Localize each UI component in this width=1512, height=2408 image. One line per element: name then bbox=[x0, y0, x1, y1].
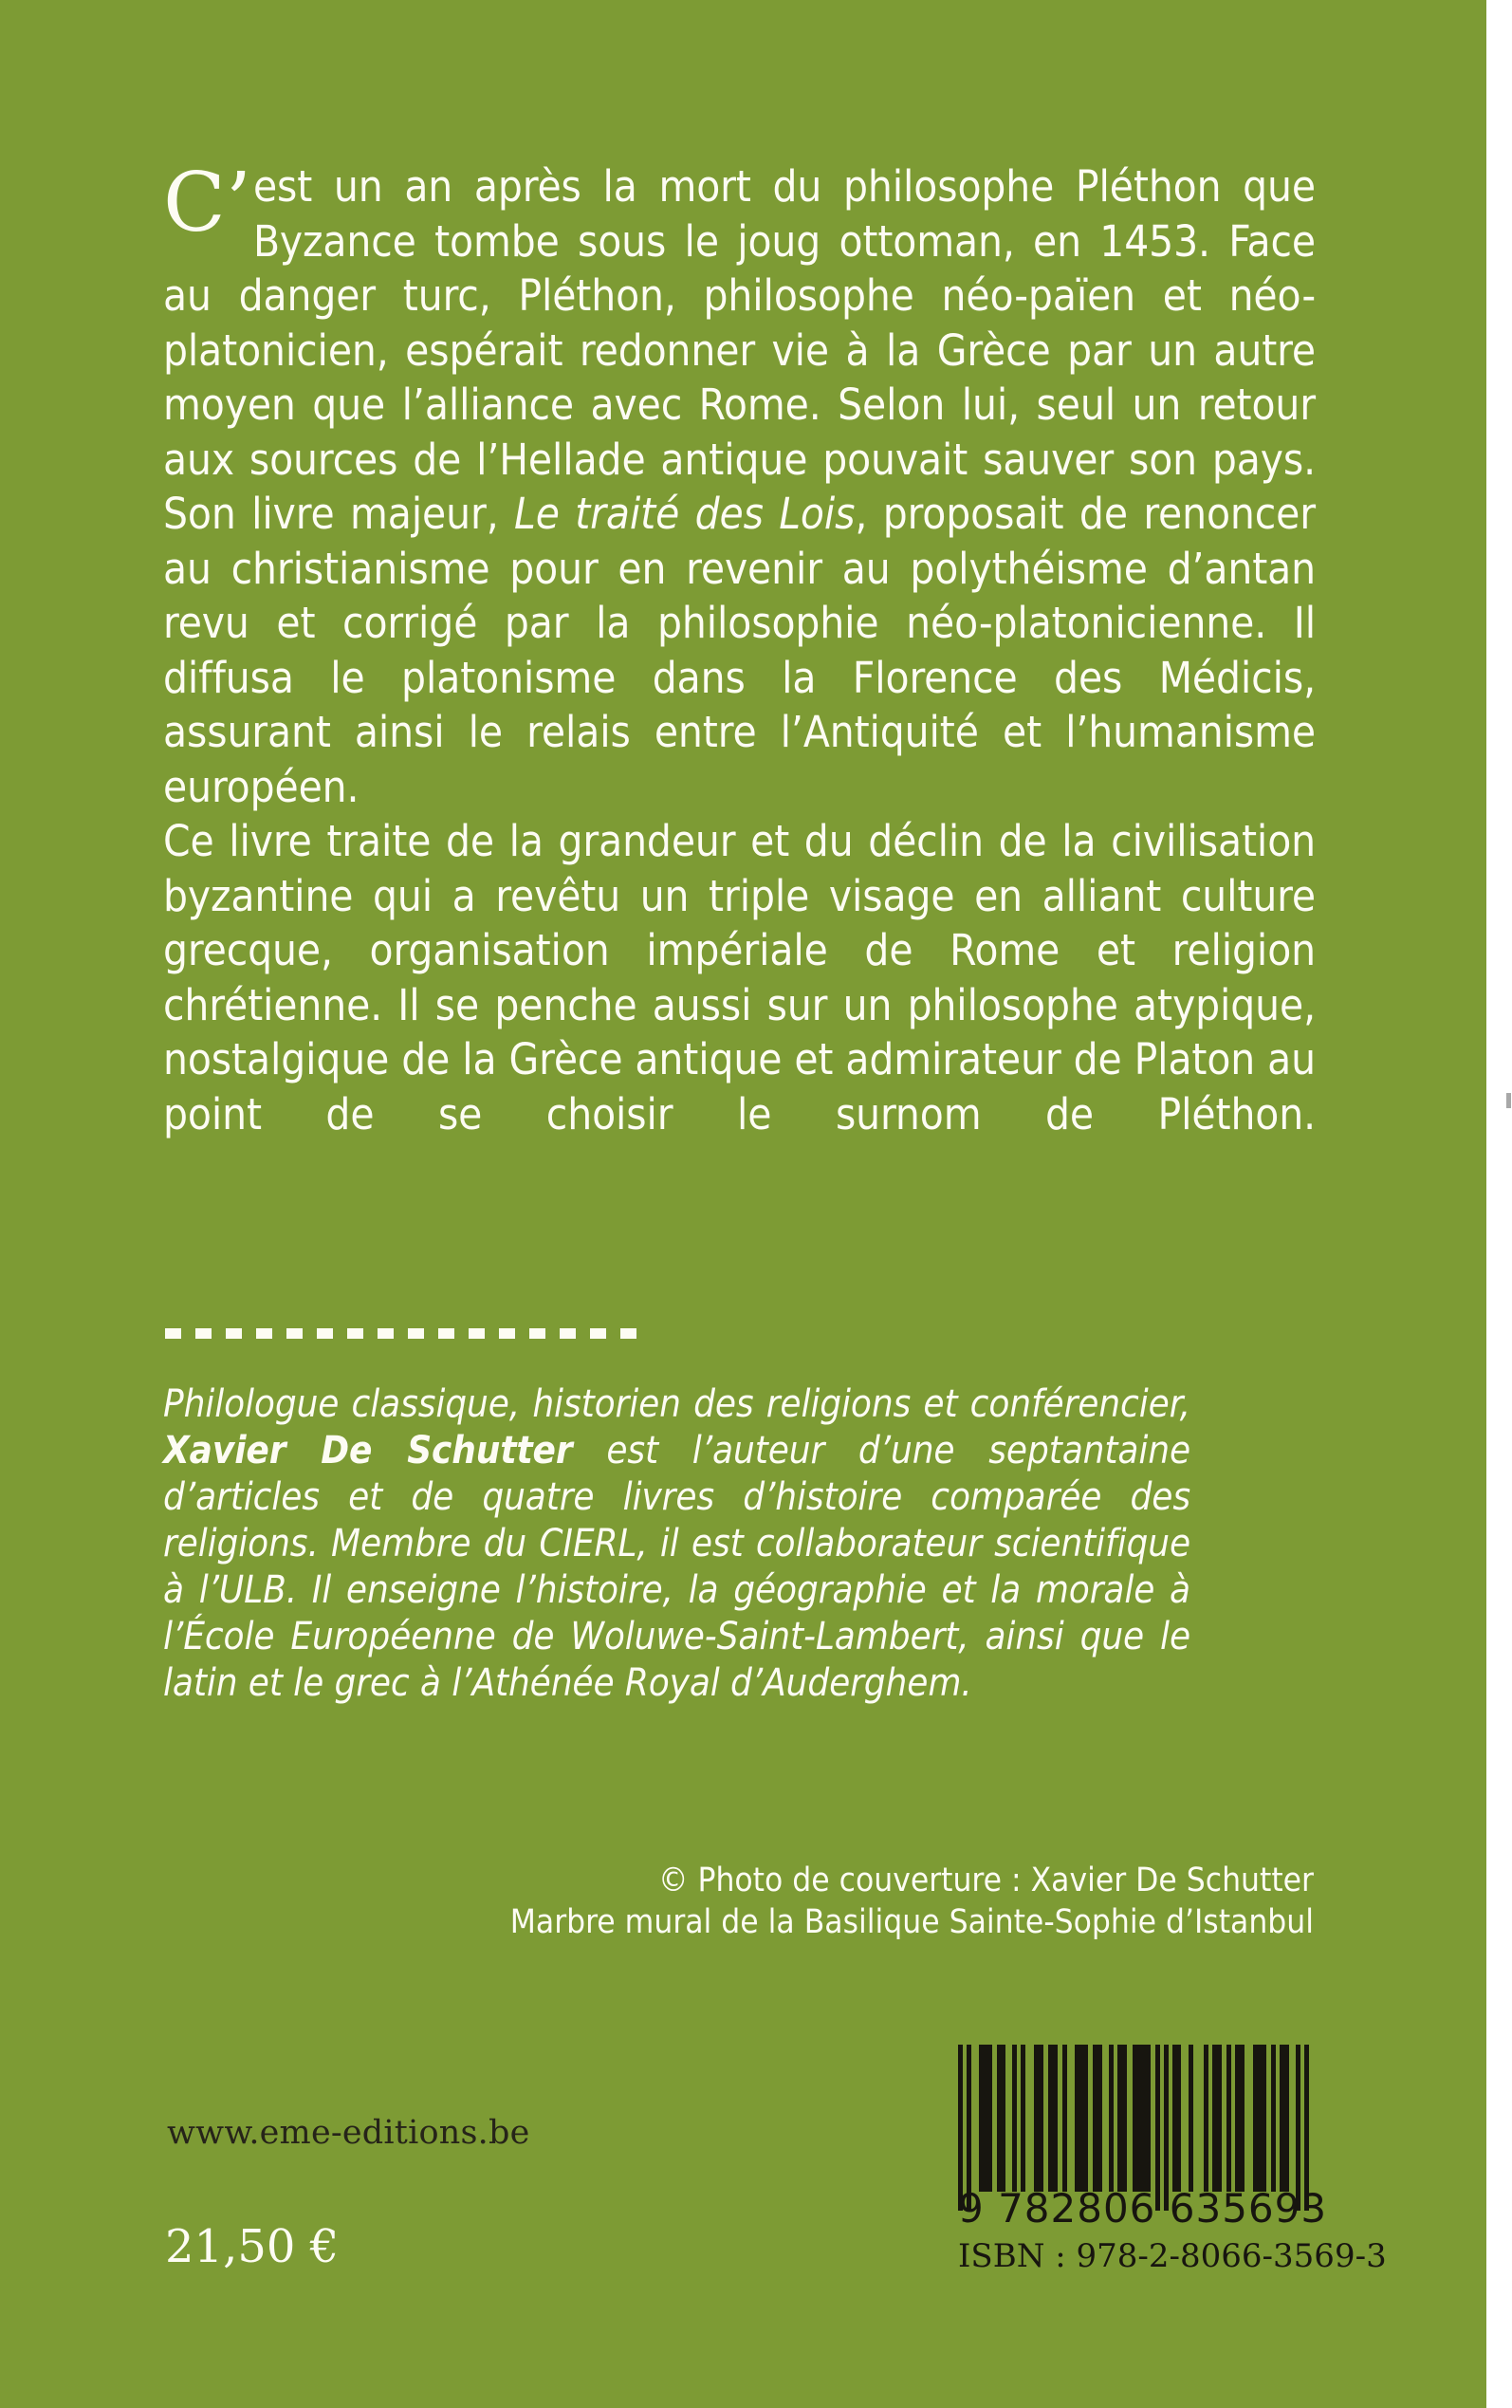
barcode-bar bbox=[1271, 2045, 1276, 2192]
barcode-bar bbox=[1048, 2045, 1058, 2192]
author-bio-block bbox=[163, 1381, 1190, 1707]
barcode-bar bbox=[1062, 2045, 1067, 2192]
divider-dash bbox=[195, 1328, 212, 1339]
divider-dash bbox=[438, 1328, 454, 1339]
divider-dash bbox=[317, 1328, 333, 1339]
barcode-bar bbox=[1021, 2045, 1025, 2192]
bio-part-b: est l’auteur d’une septantaine d’articles et de quatre livres d’histoire comparée des religions. Membre du CIERL, il est collaborateur scientifique à l’ULB. Il enseigne l’histoire, la géographie et la morale à l’École Européenne de Woluwe-Saint-Lambert, ainsi que le latin et le grec à l’Athénée Royal d’Auderghem. bbox=[163, 1429, 1190, 1705]
barcode-bar bbox=[1109, 2045, 1114, 2192]
drop-cap: C’ bbox=[163, 156, 251, 250]
page-right-margin bbox=[1486, 0, 1512, 2408]
divider-dash bbox=[256, 1328, 272, 1339]
bio-part-a: Philologue classique, historien des religions et conférencier, bbox=[163, 1382, 1190, 1426]
crop-mark-tick bbox=[1506, 1093, 1511, 1108]
dashed-divider bbox=[165, 1328, 649, 1339]
barcode-bar bbox=[1253, 2045, 1266, 2192]
blurb-paragraph-1 bbox=[163, 156, 1316, 814]
divider-dash bbox=[286, 1328, 303, 1339]
blurb-paragraph-1-part-a: est un an après la mort du philosophe Pléthon que Byzance tombe sous le joug ottoman, en 1453. Face au danger turc, Pléthon, philosophe néo-païen et néo-platonicien, espérait redonner vie à la Grèce par un autre moyen que l’alliance avec Rome. Selon lui, seul un retour aux sources de l’Hellade antique pouvait sauver son pays. Son livre majeur, bbox=[163, 161, 1316, 539]
divider-dash bbox=[165, 1328, 181, 1339]
barcode-bar bbox=[1093, 2045, 1102, 2192]
barcode-bar bbox=[1034, 2045, 1043, 2192]
barcode-bar bbox=[1012, 2045, 1017, 2192]
divider-dash bbox=[560, 1328, 576, 1339]
divider-dash bbox=[226, 1328, 242, 1339]
author-name: Xavier De Schutter bbox=[163, 1429, 573, 1473]
blurb-text-block bbox=[163, 156, 1316, 1196]
blurb-paragraph-2: Ce livre traite de la grandeur et du déclin de la civilisation byzantine qui a revêtu un triple visage en alliant culture grecque, organisation impériale de Rome et religion chrétienne. Il se penche aussi sur un philosophe atypique, nostalgique de la Grèce antique et admirateur de Platon au point de se choisir le surnom de Pléthon. bbox=[163, 816, 1316, 1139]
photo-credit-line-1: © Photo de couverture : Xavier De Schutter bbox=[657, 1862, 1314, 1899]
blurb-paragraph-1-part-b: , proposait de renoncer au christianisme pour en revenir au polythéisme d’antan revu et corrigé par la philosophie néo-platonicienne. Il diffusa le platonisme dans la Florence des Médicis, assurant ainsi le relais entre l’Antiquité et l’humanisme européen. bbox=[163, 489, 1316, 812]
divider-dash bbox=[408, 1328, 424, 1339]
barcode-bar bbox=[1172, 2045, 1181, 2192]
barcode-bar bbox=[1204, 2045, 1208, 2192]
barcode-bar bbox=[1280, 2045, 1289, 2192]
isbn-text: ISBN : 978-2-8066-3569-3 bbox=[958, 2237, 1387, 2275]
barcode-bar bbox=[1235, 2045, 1245, 2192]
divider-dash bbox=[469, 1328, 485, 1339]
divider-dash bbox=[378, 1328, 394, 1339]
barcode-bars bbox=[958, 2045, 1314, 2192]
barcode-bar bbox=[1212, 2045, 1222, 2192]
barcode-bar bbox=[1075, 2045, 1088, 2192]
barcode-digits: 9 782806 635693 bbox=[958, 2185, 1328, 2232]
photo-credit-block bbox=[266, 1860, 1314, 1943]
divider-dash bbox=[590, 1328, 606, 1339]
author-bio-paragraph bbox=[163, 1381, 1190, 1707]
divider-dash bbox=[529, 1328, 545, 1339]
divider-dash bbox=[499, 1328, 515, 1339]
price-label: 21,50 € bbox=[165, 2220, 340, 2273]
barcode-bar bbox=[997, 2045, 1005, 2192]
barcode-bar bbox=[979, 2045, 992, 2192]
book-title-italic: Le traité des Lois bbox=[514, 489, 856, 539]
publisher-website-url[interactable]: www.eme-editions.be bbox=[167, 2114, 530, 2152]
barcode-bar bbox=[1133, 2045, 1151, 2192]
divider-dash bbox=[347, 1328, 363, 1339]
photo-credit-line-2: Marbre mural de la Basilique Sainte-Sophie d’Istanbul bbox=[509, 1903, 1314, 1941]
barcode-bar bbox=[1189, 2045, 1193, 2192]
barcode-bar bbox=[1226, 2045, 1231, 2192]
divider-dash bbox=[620, 1328, 636, 1339]
barcode-bar bbox=[1117, 2045, 1127, 2192]
isbn-barcode-block bbox=[958, 2045, 1387, 2315]
